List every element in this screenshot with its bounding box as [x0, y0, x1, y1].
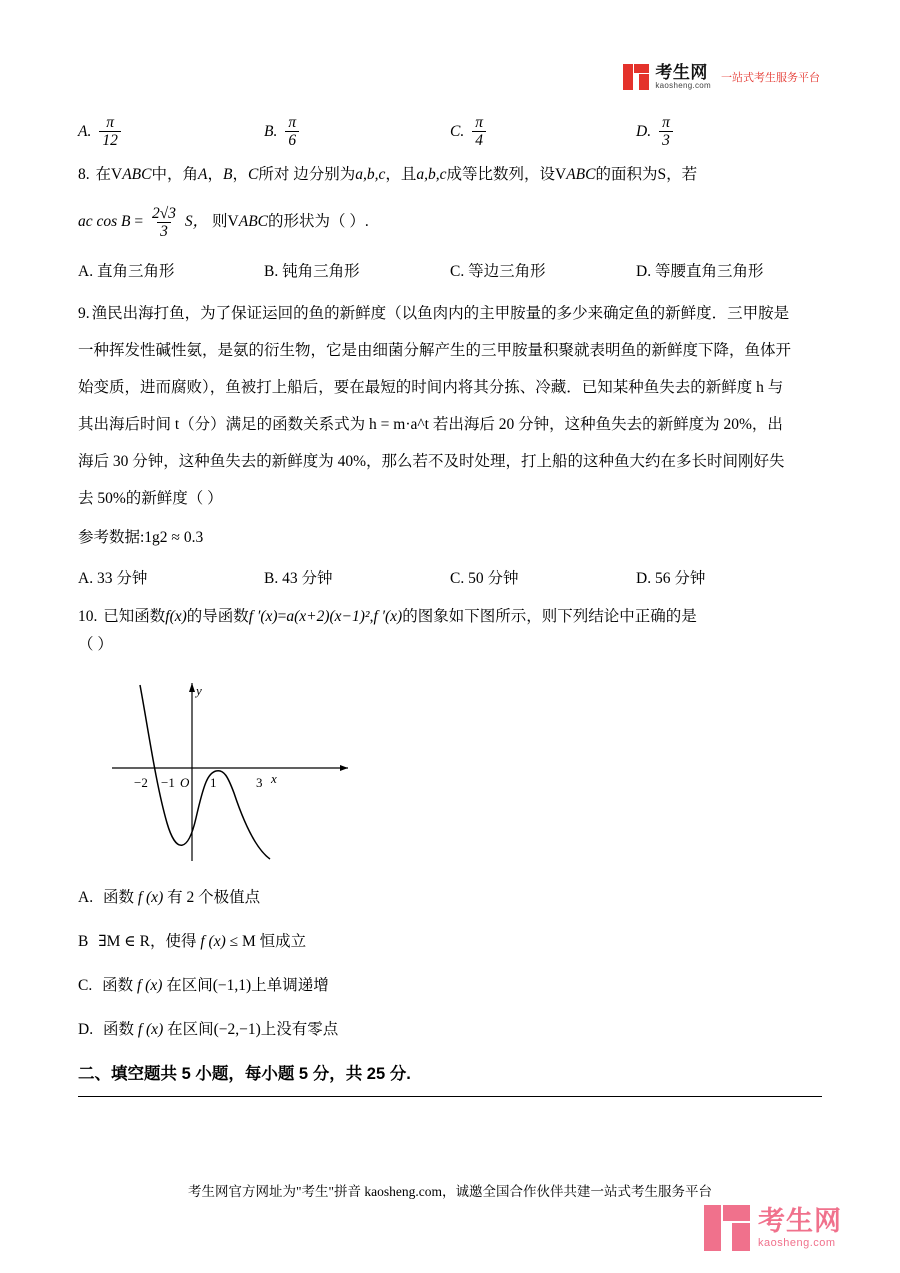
- q8-triangle-1: ABC: [122, 166, 152, 184]
- q10-choice-a[interactable]: A. 函数 f (x) 有 2 个极值点: [78, 889, 261, 907]
- derivative-graph: [104, 673, 364, 868]
- q10-choice-d[interactable]: D. 函数 f (x) 在区间(−2,−1)上没有零点: [78, 1021, 339, 1039]
- q8-option-b[interactable]: B. 钝角三角形: [264, 263, 360, 281]
- q8-text-6: 的面积为S，若: [595, 166, 698, 184]
- axis-x-label: x: [271, 771, 277, 787]
- q8-angle-a: A: [198, 166, 208, 184]
- q8-sides-2: a,b,c: [416, 166, 447, 184]
- question-8: [78, 163, 822, 284]
- q8-text-5: 成等比数列，设V: [446, 166, 567, 184]
- q9-options-row: [78, 567, 822, 591]
- logo-text: [655, 64, 711, 90]
- q10-graph-figure: [104, 673, 822, 876]
- q8-formula-fraction: $\frac{2√3}{3}$: [152, 205, 177, 241]
- tick-1: 1: [210, 775, 217, 791]
- q7-options-row: [78, 114, 822, 149]
- q10-choice-c[interactable]: C. 函数 f (x) 在区间(−1,1)上单调递增: [78, 977, 329, 995]
- q9-option-a[interactable]: A. 33 分钟: [78, 570, 148, 588]
- q9-line-6: 去 50%的新鲜度（ ）: [78, 490, 223, 508]
- q9-option-d[interactable]: D. 56 分钟: [636, 570, 706, 588]
- q8-number: 8.: [78, 166, 90, 184]
- q7-option-b-fraction: $\frac{\pi}{6}$: [285, 114, 299, 149]
- tick-minus-2: −2: [134, 775, 148, 791]
- watermark-logo-icon: [704, 1205, 750, 1251]
- q7-option-b-label: B.: [264, 122, 278, 140]
- q8-angle-b: B: [222, 166, 233, 184]
- q8-formula-tail: S，: [184, 213, 209, 231]
- q8-options-row: [78, 260, 822, 284]
- logo-name-en: kaosheng.com: [655, 80, 711, 90]
- axis-y-label: y: [196, 683, 202, 699]
- q8-triangle-2: ABC: [566, 166, 596, 184]
- q9-reference-data: 参考数据:1g2 ≈ 0.3: [78, 529, 204, 547]
- q9-line-1: 9. 渔民出海打鱼，为了保证运回的鱼的新鲜度（以鱼肉内的主甲胺量的多少来确定鱼的新鲜度．三甲胺是: [78, 305, 790, 323]
- q8-option-c[interactable]: C. 等边三角形: [450, 263, 546, 281]
- q9-line-4: 其出海后时间 t（分）满足的函数关系式为 h = m·a^t 若出海后 20 分钟，这种鱼失去的新鲜度为 20%，出: [78, 416, 783, 434]
- q7-option-d-fraction: $\frac{\pi}{3}$: [659, 114, 673, 149]
- exam-content: [78, 108, 822, 1097]
- q10-stem-line2: （ ）: [78, 636, 113, 654]
- q8-option-a[interactable]: A. 直角三角形: [78, 263, 175, 281]
- q7-option-d-label: D.: [636, 122, 652, 140]
- logo-slogan: 一站式考生服务平台: [721, 72, 820, 85]
- q8-text-8: 的形状为（ ）.: [268, 213, 369, 231]
- question-10: [78, 605, 822, 1042]
- q9-line-3: 始变质，进而腐败），鱼被打上船后，要在最短的时间内将其分拣、冷藏．已知某种鱼失去的新鲜度 h 与: [78, 379, 784, 397]
- q8-formula-left: ac cos B: [78, 213, 131, 231]
- q9-option-b[interactable]: B. 43 分钟: [264, 570, 333, 588]
- q8-option-d[interactable]: D. 等腰直角三角形: [636, 263, 764, 281]
- q8-text-7: 则V: [212, 213, 239, 231]
- logo-name-cn: 考生网: [655, 63, 708, 82]
- question-9: [78, 298, 822, 591]
- q7-option-b[interactable]: [264, 114, 450, 149]
- q8-sides: a,b,c: [355, 166, 386, 184]
- q10-stem-line1: 10. 已知函数f(x)的导函数f ′(x)=a(x+2)(x−1)²,f ′(x)的图象如下图所示，则下列结论中正确的是: [78, 608, 697, 626]
- kaosheng-logo-icon: [623, 64, 649, 90]
- q8-text-3: 所对 边分别为: [258, 166, 356, 184]
- watermark-name-en: kaosheng.com: [758, 1236, 836, 1249]
- q7-option-c[interactable]: [450, 114, 636, 149]
- tick-minus-1: −1: [161, 775, 175, 791]
- q9-line-5: 海后 30 分钟，这种鱼失去的新鲜度为 40%，那么若不及时处理，打上船的这种鱼大约在多长时间刚好失: [78, 453, 785, 471]
- page-footer: 考生网官方网址为"考生"拼音 kaosheng.com，诚邀全国合作伙伴共建一站式考生服务平台: [187, 1184, 712, 1199]
- q8-stem-line1: 8. 在VABC中，角A，B，C所对 边分别为a,b,c，且a,b,c成等比数列，设VABC的面积为S，若: [78, 166, 698, 184]
- footer-divider: [78, 1096, 822, 1097]
- q9-line-2: 一种挥发性碱性氨，是氨的衍生物，它是由细菌分解产生的三甲胺量积聚就表明鱼的新鲜度下降，鱼体开: [78, 342, 792, 360]
- tick-3: 3: [256, 775, 263, 791]
- q7-option-c-fraction: $\frac{\pi}{4}$: [472, 114, 486, 149]
- q7-option-d[interactable]: [636, 114, 822, 149]
- q8-formula-eq: =: [134, 213, 144, 231]
- site-logo: [623, 64, 820, 90]
- q8-text-4: 且: [400, 166, 417, 184]
- section-2-heading: 二、填空题共 5 小题，每小题 5 分，共 25 分.: [78, 1065, 411, 1084]
- q8-text-2: 中，角: [151, 166, 198, 184]
- q7-option-c-label: C.: [450, 122, 465, 140]
- q8-angle-c: C: [247, 166, 259, 184]
- q8-triangle-3: ABC: [238, 213, 269, 231]
- q8-formula-line: [78, 205, 822, 240]
- q7-option-a[interactable]: [78, 114, 264, 149]
- page-watermark: [704, 1205, 842, 1251]
- q7-option-a-label: A.: [78, 122, 92, 140]
- q8-text-1: 在V: [95, 166, 123, 184]
- q10-number: 10.: [78, 608, 98, 626]
- origin-label: O: [180, 775, 190, 791]
- q10-choice-b[interactable]: B ∃M ∈ R，使得 f (x) ≤ M 恒成立: [78, 933, 307, 951]
- watermark-name-cn: 考生网: [758, 1206, 842, 1237]
- q9-option-c[interactable]: C. 50 分钟: [450, 570, 519, 588]
- q9-number: 9.: [78, 305, 90, 323]
- q7-option-a-fraction: $\frac{\pi}{12}$: [99, 114, 121, 149]
